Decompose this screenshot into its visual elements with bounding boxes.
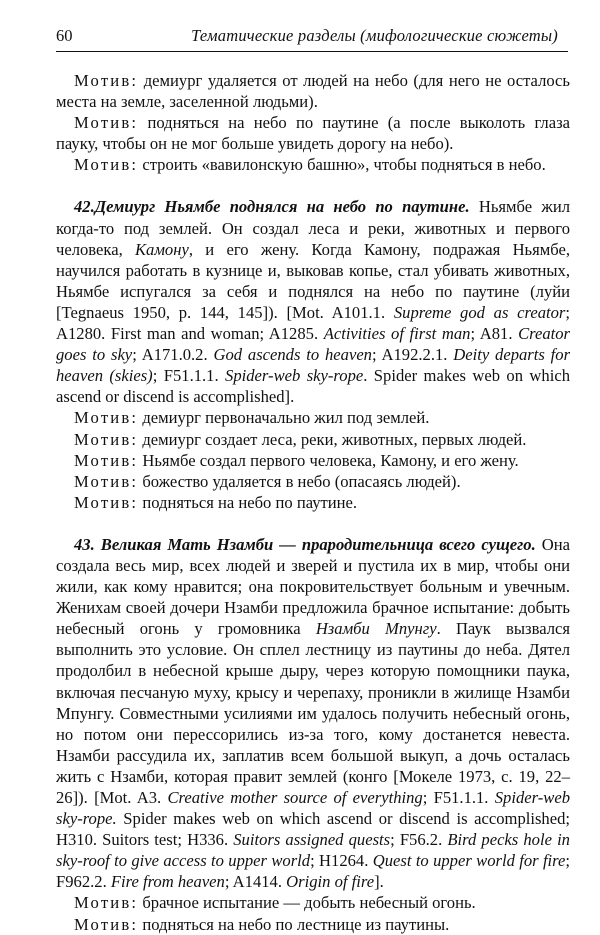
motif-line xyxy=(56,471,570,492)
motif-ref-code: ; F51.1.1. xyxy=(422,788,489,807)
motif-text: брачное испытание — добыть небесный огонь. xyxy=(142,893,476,913)
motif-ref: Supreme god as creator xyxy=(393,302,566,322)
motif-ref-code: ; A1280. First man and woman; A1285. xyxy=(56,302,570,344)
motif-ref: Spider-web sky-rope. xyxy=(56,788,570,829)
page-header xyxy=(56,26,576,48)
motif-ref: Creative mother source of everything xyxy=(167,788,423,807)
motif-ref: Origin of fire xyxy=(286,872,375,892)
motif-ref-code: ; F962.2. xyxy=(56,851,571,892)
motif-ref: Activities of first man xyxy=(323,324,471,344)
motif-label: Мотив: xyxy=(74,155,139,175)
entry-43-name: Нзамби Мпунгу xyxy=(315,619,437,639)
motif-ref-code: ; A171.0.2. xyxy=(132,345,208,365)
motif-ref-code: ; F56.2. xyxy=(390,830,443,850)
motif-line xyxy=(56,914,570,935)
motif-ref: Creator goes to sky xyxy=(56,324,570,365)
entry-43-title: Великая Мать Нзамби — прародительница всего сущего. xyxy=(100,534,536,554)
motif-ref: God ascends to heaven xyxy=(213,345,372,365)
motif-label: Мотив: xyxy=(74,914,139,934)
motif-label: Мотив: xyxy=(74,429,139,449)
motif-text: подняться на небо по паутине (а после выколоть глаза пауку, чтобы он не мог больше увидеть дорогу на небо). xyxy=(56,113,570,154)
entry-42-paragraph xyxy=(56,196,570,407)
entry-43-number: 43. xyxy=(74,534,95,554)
page-body xyxy=(56,70,570,935)
motif-label: Мотив: xyxy=(74,71,139,90)
motif-line xyxy=(56,492,570,513)
motif-text: демиург создает леса, реки, животных, первых людей. xyxy=(142,429,527,449)
motif-line xyxy=(56,407,570,428)
motif-line xyxy=(56,112,570,154)
page-number: 60 xyxy=(56,26,73,45)
motif-label: Мотив: xyxy=(74,492,139,512)
entry-42-number: 42. xyxy=(74,197,95,217)
motif-ref: Quest to upper world for fire xyxy=(372,851,566,871)
motif-label: Мотив: xyxy=(74,893,139,913)
motif-ref-code: ]. xyxy=(374,872,384,892)
motif-label: Мотив: xyxy=(74,450,139,470)
entry-42-text: Ньямбе жил когда-то под землей. Он создал леса и реки, животных и первого человека, xyxy=(56,197,570,259)
motif-text: божество удаляется в небо (опасаясь людей). xyxy=(142,471,461,491)
motif-text: демиург удаляется от людей на небо (для него не осталось места на земле, заселенной людьми). xyxy=(56,71,570,112)
entry-42-name: Камону xyxy=(135,239,189,259)
motif-ref-code: ; A192.2.1. xyxy=(371,345,448,365)
motif-line xyxy=(56,154,570,175)
entry-43-paragraph xyxy=(56,534,570,893)
motif-text: подняться на небо по лестнице из паутины. xyxy=(142,914,450,934)
running-title: Тематические разделы (мифологические сюжеты) xyxy=(191,26,558,45)
section-gap xyxy=(56,513,570,534)
motif-label: Мотив: xyxy=(74,408,139,428)
entry-43-text: Она создала весь мир, всех людей и зверей и пустила их в мир, чтобы они жили, как кому нравится; она покровительствует больным и увечным. Женихам своей дочери Нзамби предложила брачное испытание: добыть небесный огонь у громовника xyxy=(56,534,570,639)
motif-line xyxy=(56,892,570,913)
entry-42-text: , и его жену. Когда Камону, подражая Ньямбе, научился работать в кузнице и, выковав копье, стал убивать животных, Ньямбе испугался за себя и поднялся на небо по паутине (луйи [Tegnaeus 1950, p. 144, 145]). [Mot. A101.1. xyxy=(56,239,570,322)
motif-ref-code: ; A81. xyxy=(470,324,513,344)
motif-ref-code: ; A1414. xyxy=(224,872,283,892)
entry-43-text: . Паук вызвался выполнить это условие. Он сплел лестницу из паутины до неба. Дятел продолбил в небесной крыше дыру, через которую помощники паука, включая песчаную муху, крысу и черепаху, проникли в жилище Нзамби Мпунгу. Совместными усилиями им удалось получить небесный огонь, но потом они перессорились из-за того, кому достанется невеста. Нзамби рассудила их, заплатив всем большой выкуп, а дочь осталась жить с Нзамби, которая правит землей (конго [Мокеле 1973, с. 19, 22–26]). [Mot. A3. xyxy=(56,619,570,807)
motif-label: Мотив: xyxy=(74,113,139,133)
motif-ref: Suitors assigned quests xyxy=(233,830,391,850)
motif-text: подняться на небо по паутине. xyxy=(142,492,358,512)
motif-ref: Deity departs for heaven (skies) xyxy=(56,345,571,386)
motif-ref: Spider-web sky-rope xyxy=(225,366,364,386)
section-gap xyxy=(56,175,570,196)
entry-42-title: Демиург Ньямбе поднялся на небо по паутине. xyxy=(94,197,470,217)
motif-ref-code: ; F51.1.1. xyxy=(152,366,219,386)
motif-line xyxy=(56,70,570,112)
motif-line xyxy=(56,450,570,471)
motif-line xyxy=(56,429,570,450)
motif-ref-code: Spider makes web on which ascend or discend is accomplished; H310. Suitors test; H336. xyxy=(56,809,570,850)
motif-ref-code: ; H1264. xyxy=(310,851,369,871)
motif-ref: Fire from heaven xyxy=(110,872,225,892)
motif-text: Ньямбе создал первого человека, Камону, и его жену. xyxy=(142,450,519,470)
motif-text: демиург первоначально жил под землей. xyxy=(142,408,430,428)
motif-ref: Bird pecks hole in sky-roof to give access to upper world xyxy=(56,830,570,871)
header-rule xyxy=(56,51,568,52)
motif-text: строить «вавилонскую башню», чтобы подняться в небо. xyxy=(142,155,546,175)
motif-label: Мотив: xyxy=(74,471,139,491)
motif-ref-code: . Spider makes web on which ascend or discend is accomplished]. xyxy=(56,366,570,407)
